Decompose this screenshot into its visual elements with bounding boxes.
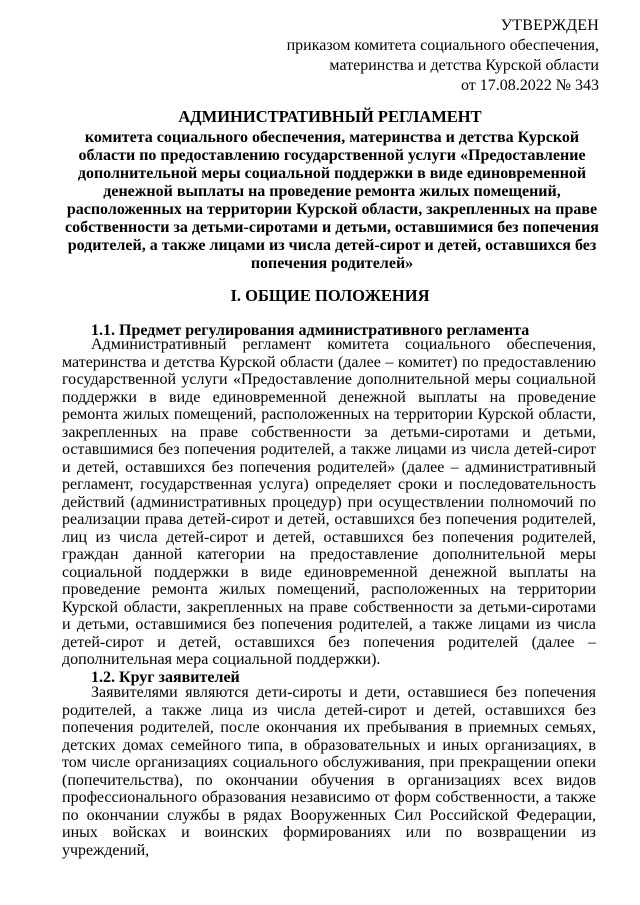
section-title: I. ОБЩИЕ ПОЛОЖЕНИЯ xyxy=(230,286,430,305)
approval-date-line: от 17.08.2022 № 343 xyxy=(460,77,599,94)
document-title xyxy=(60,108,600,273)
approval-stamp xyxy=(287,16,599,96)
subsection-text-1-2: Заявителями являются дети-сироты и дети, оставшиеся без попечения родителей, а также лица из числа детей-сирот и детей, оставшихся без попечения родителей, после окончания их пребывания в приемных семьях, детских домах семейного типа, в образовательных и иных организациях, в том числе организациях социального обслуживания, при прекращении опеки (попечительства), по окончании обучения в организациях всех видов профессионального образования независимо от форм собственности, а также по окончании службы в рядах Вооруженных Сил Российской Федерации, иных войсках и воинских формированиях или по возвращении из учреждений, xyxy=(62,684,596,859)
subsection-title-1-1: 1.1. Предмет регулирования административного регламента xyxy=(91,322,530,339)
regulation-heading: АДМИНИСТРАТИВНЫЙ РЕГЛАМЕНТ xyxy=(178,107,482,126)
subsection-title-1-2: 1.2. Круг заявителей xyxy=(91,669,240,686)
regulation-subtitle: комитета социального обеспечения, материнства и детства Курской области по предоставлению государственной услуги «Предоставление дополнительной меры социальной поддержки в виде единовременной денежной выплаты на проведение ремонта жилых помещений, расположенных на территории Курской области, закрепленных на праве собственности за детьми-сиротами и детьми, оставшимися без попечения родителей, а также лицами из числа детей-сирот и детей, оставшихся без попечения родителей» xyxy=(65,129,599,272)
approved-label: УТВЕРЖДЕН xyxy=(500,17,599,34)
subsection-text-1-1: Административный регламент комитета социального обеспечения, материнства и детства Курской области (далее – комитет) по предоставлению государственной услуги «Предоставление дополнительной меры социальной поддержки в виде единовременной денежной выплаты на проведение ремонта жилых помещений, расположенных на территории Курской области, закрепленных на праве собственности за детьми-сиротами и детьми, оставшимися без попечения родителей, а также лицами из числа детей-сирот и детей, оставшихся без попечения родителей» (далее – административный регламент, государственная услуга) определяет сроки и последовательность действий (административных процедур) при осуществлении полномочий по реализации права детей-сирот и детей, оставшихся без попечения родителей, лиц из числа детей-сирот и детей, оставшихся без попечения родителей, граждан данной категории на предоставление дополнительной меры социальной поддержки в виде единовременной денежной выплаты на проведение ремонта жилых помещений, расположенных на территории Курской области, закрепленных на праве собственности за детьми-сиротами и детьми, оставшимися без попечения родителей, а также лицами из числа детей-сирот и детей, оставшихся без попечения родителей (далее – дополнительная мера социальной поддержки). xyxy=(62,336,596,668)
approval-order-line: приказом комитета социального обеспечения, xyxy=(286,37,599,54)
approval-committee-line: материнства и детства Курской области xyxy=(329,57,599,74)
